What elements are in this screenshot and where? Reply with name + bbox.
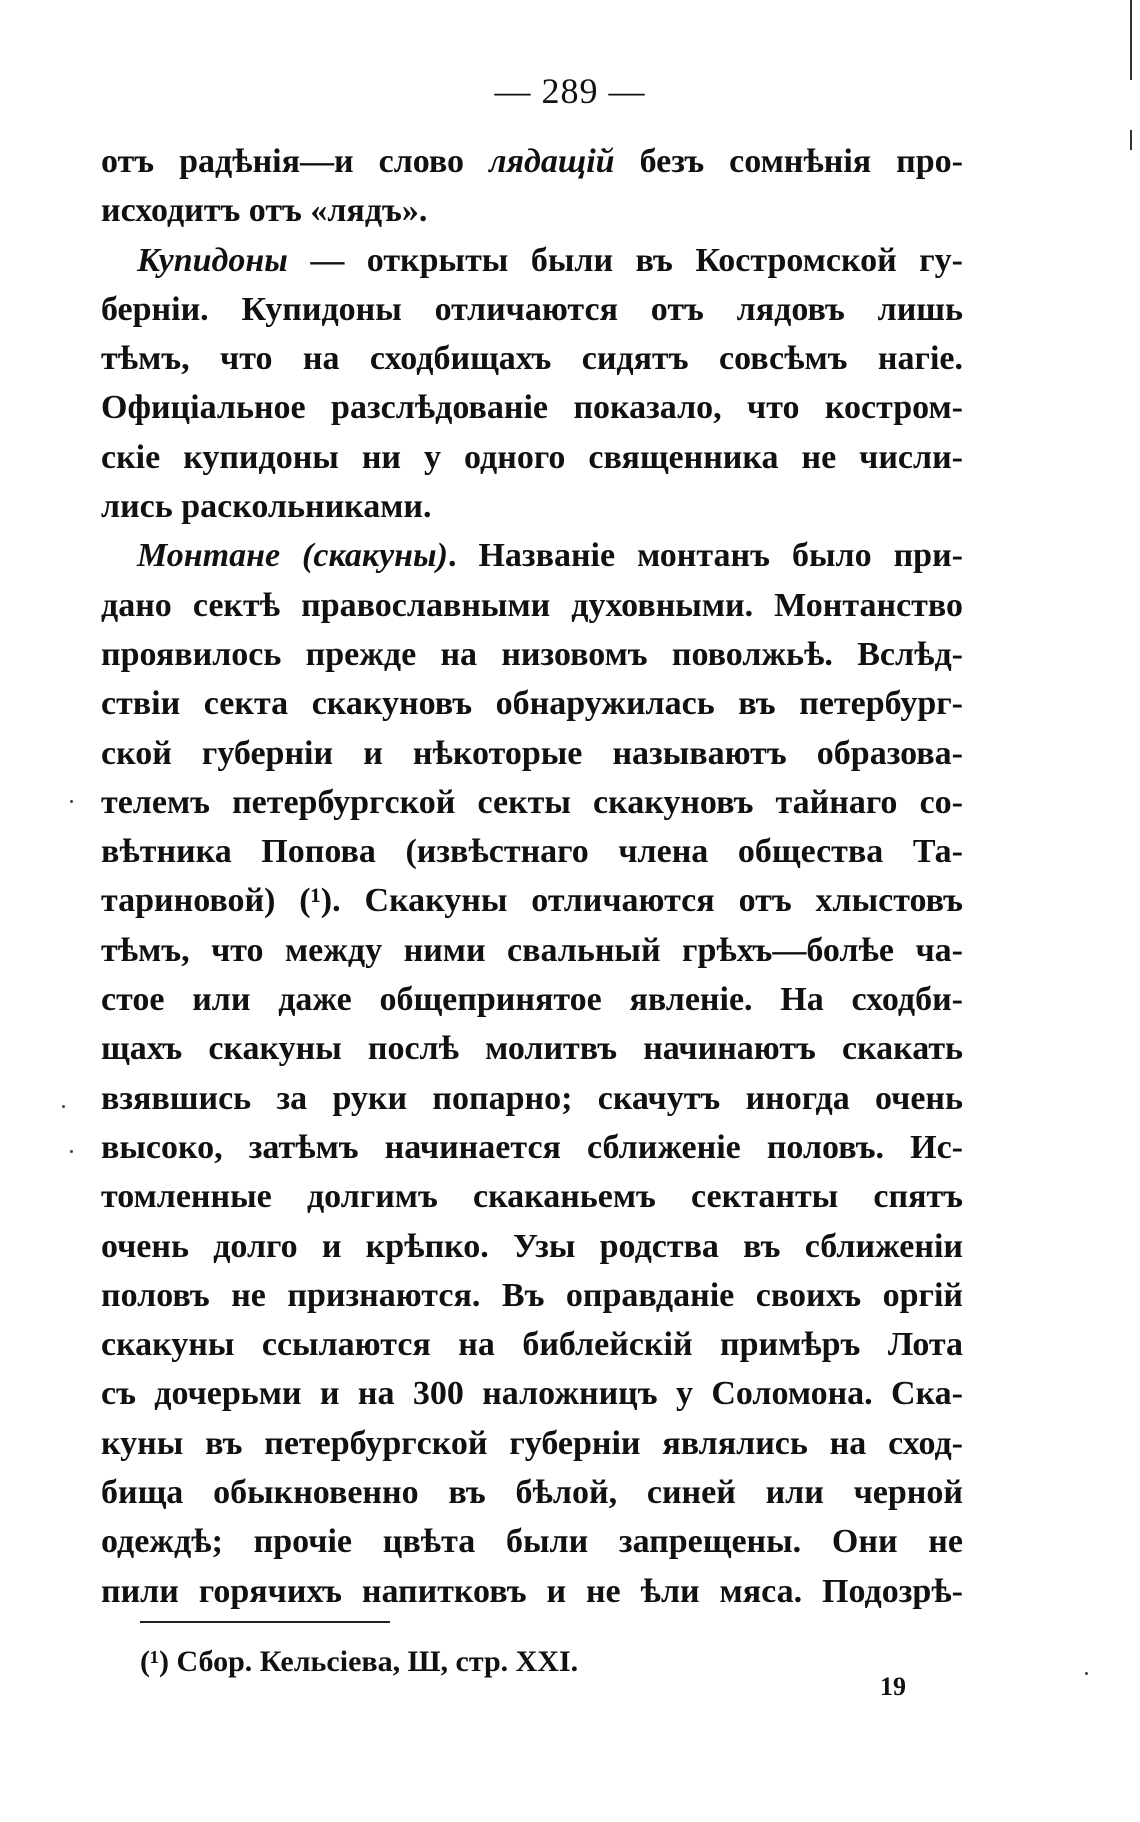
text-run: куны въ петербургской губерніи являлись на сход- [101, 1424, 963, 1462]
text-line [101, 1271, 963, 1320]
text-run: ствіи секта скакуновъ обнаружилась въ петербург- [101, 685, 963, 723]
text-run: исходитъ отъ «лядъ». [101, 192, 428, 230]
text-run: берніи. Купидоны отличаются отъ лядовъ лишь [101, 290, 963, 328]
text-line [101, 1517, 963, 1566]
text-run: тѣмъ, что между ними свальный грѣхъ—болѣе ча- [101, 931, 963, 969]
text-run: съ дочерьми и на 300 наложницъ у Соломона. Ска- [101, 1375, 963, 1413]
text-line [101, 186, 963, 235]
page-number: — 289 — [494, 71, 646, 111]
text-run: проявилось прежде на низовомъ поволжьѣ. Вслѣд- [101, 635, 963, 673]
text-line [101, 433, 963, 482]
text-line [101, 975, 963, 1024]
scan-speck [70, 800, 73, 803]
text-line [101, 1172, 963, 1221]
text-line [101, 383, 963, 432]
scan-edge-mark [1130, 130, 1132, 150]
text-run: безъ сомнѣнія про- [614, 143, 963, 180]
text-run: телемъ петербургской секты скакуновъ тайнаго со- [101, 783, 963, 821]
scan-speck [1085, 1672, 1088, 1675]
text-run: Офиціальное разслѣдованіе показало, что костром- [101, 389, 963, 427]
text-run: вѣтника Попова (извѣстнаго члена общества Та- [101, 833, 963, 871]
scan-speck [62, 1105, 65, 1108]
text-line [101, 1419, 963, 1468]
text-line [101, 334, 963, 383]
text-run: — открыты были въ Костромской гу- [287, 241, 963, 279]
text-line [101, 531, 963, 580]
italic-term: Монтане (скакуны) [137, 537, 448, 575]
body-text [101, 137, 963, 1616]
text-run: дано сектѣ православными духовными. Монтанство [101, 586, 963, 624]
text-run: пили горячихъ напитковъ и не ѣли мяса. Подозрѣ- [101, 1572, 963, 1610]
text-run: скіе купидоны ни у одного священника не числи- [101, 438, 963, 476]
text-line [101, 236, 963, 285]
text-run: половъ не признаются. Въ оправданіе своихъ оргій [101, 1276, 963, 1314]
text-run: отъ радѣнія—и слово [101, 143, 490, 180]
text-run: скакуны ссылаются на библейскій примѣръ Лота [101, 1326, 963, 1364]
text-line [101, 285, 963, 334]
text-run: щахъ скакуны послѣ молитвъ начинаютъ скакать [101, 1030, 963, 1068]
text-line [101, 1320, 963, 1369]
scan-edge-mark [1130, 0, 1132, 80]
text-run: лись раскольниками. [101, 488, 432, 526]
text-line [101, 926, 963, 975]
text-line [101, 1369, 963, 1418]
text-run: тариновой) (¹). Скакуны отличаются отъ хлыстовъ [101, 882, 963, 920]
text-line [101, 1468, 963, 1517]
text-line [101, 1222, 963, 1271]
text-line [101, 137, 963, 186]
text-line [101, 1567, 963, 1616]
text-run: тѣмъ, что на сходбищахъ сидятъ совсѣмъ нагіе. [101, 340, 963, 378]
printer-signature-mark: 19 [880, 1672, 906, 1701]
footnote-divider [140, 1621, 390, 1623]
text-run: томленные долгимъ скаканьемъ сектанты спятъ [101, 1178, 963, 1216]
text-line [101, 1074, 963, 1123]
text-run: высоко, затѣмъ начинается сближеніе половъ. Ис- [101, 1128, 963, 1166]
italic-term: лядащій [489, 143, 615, 180]
text-line [101, 630, 963, 679]
text-line [101, 1123, 963, 1172]
text-line [101, 729, 963, 778]
text-line [101, 679, 963, 728]
text-line [101, 1024, 963, 1073]
text-line [101, 876, 963, 925]
text-run: ской губерніи и нѣкоторые называютъ образова- [101, 734, 963, 772]
text-line [101, 581, 963, 630]
text-run: бища обыкновенно въ бѣлой, синей или черной [101, 1474, 963, 1512]
text-line [101, 827, 963, 876]
text-run: одеждѣ; прочіе цвѣта были запрещены. Они не [101, 1523, 963, 1561]
scan-speck [70, 1150, 73, 1153]
text-run: очень долго и крѣпко. Узы родства въ сближеніи [101, 1227, 963, 1265]
text-line [101, 482, 963, 531]
text-line [101, 778, 963, 827]
text-run: стое или даже общепринятое явленіе. На сходби- [101, 981, 963, 1019]
text-run: взявшись за руки попарно; скачутъ иногда очень [101, 1079, 963, 1117]
italic-term: Купидоны [137, 241, 288, 279]
text-run: . Названіе монтанъ было при- [447, 537, 963, 575]
footnote: (¹) Сбор. Кельсіева, Ш, стр. XXI. [140, 1645, 579, 1678]
